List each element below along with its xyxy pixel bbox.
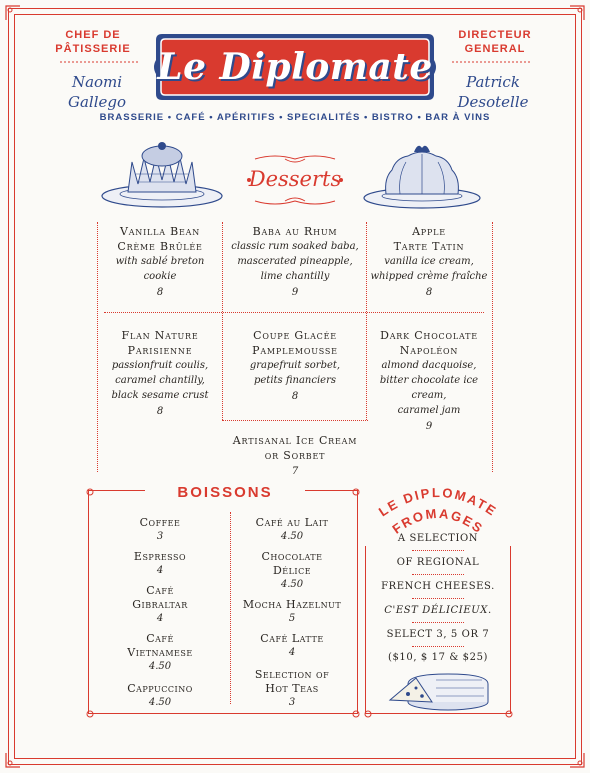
divider xyxy=(104,312,484,313)
boissons-title: BOISSONS xyxy=(145,484,305,501)
drink-item xyxy=(110,550,210,577)
drink-name: Vietnamese xyxy=(127,646,193,659)
drink-price: 4 xyxy=(156,565,164,576)
fromages-title-line: LE DIPLOMATE xyxy=(375,484,501,520)
desserts-title: Desserts xyxy=(248,167,342,191)
fromages-title-line: FROMAGES xyxy=(389,505,487,537)
drink-name: Gibraltar xyxy=(132,598,188,611)
drink-name: Coffee xyxy=(139,516,181,529)
fromages-text: ($10, $ 17 & $25) xyxy=(387,652,489,663)
drink-item xyxy=(110,682,210,709)
desserts-heading xyxy=(235,153,355,209)
fromages-text: C'EST DÉLICIEUX. xyxy=(384,605,492,616)
drink-price: 4.50 xyxy=(148,697,172,708)
drink-name: Café Latte xyxy=(260,632,324,645)
divider xyxy=(412,598,464,599)
tagline: BRASSERIE • CAFÉ • APÉRITIFS • SPECIALITÉS • BISTRO • BAR À VINS xyxy=(99,112,491,123)
divider xyxy=(412,574,464,575)
left-role-line: CHEF DE xyxy=(65,29,121,41)
dessert-item xyxy=(368,328,490,435)
corner-ornament-icon xyxy=(4,4,22,22)
corner-ornament-icon xyxy=(84,708,96,720)
corner-ornament-icon xyxy=(503,708,515,720)
corner-ornament-icon xyxy=(4,751,22,769)
drink-item xyxy=(110,516,210,543)
dessert-description: vanilla ice cream, xyxy=(384,256,474,267)
drink-item xyxy=(236,550,348,591)
right-name xyxy=(448,72,538,112)
dessert-name: Crème Brûlée xyxy=(117,240,203,253)
corner-ornament-icon xyxy=(568,751,586,769)
dessert-description: caramel jam xyxy=(397,405,461,416)
right-role-line: DIRECTEUR xyxy=(458,29,532,41)
dessert-item xyxy=(368,224,490,301)
dessert-item xyxy=(100,328,220,420)
drink-name: Mocha Hazelnut xyxy=(242,598,342,611)
dessert-name: Coupe Glacée xyxy=(253,329,337,342)
drink-name: Délice xyxy=(272,564,312,577)
dessert-description: whipped crème fraîche xyxy=(370,271,488,282)
drink-name: Cappuccino xyxy=(127,682,193,695)
fromages-text: FRENCH CHEESES. xyxy=(381,581,495,592)
fromages-text: A SELECTION xyxy=(397,533,479,544)
drink-item xyxy=(236,668,348,709)
divider xyxy=(222,420,368,421)
left-name-line: Naomi xyxy=(71,73,123,91)
dessert-item xyxy=(214,433,376,480)
fromages-text: SELECT 3, 5 OR 7 xyxy=(386,629,490,640)
drink-item xyxy=(236,516,348,543)
jelly-mold-illustration xyxy=(362,140,482,212)
divider xyxy=(412,646,464,647)
dessert-description: classic rum soaked baba, xyxy=(231,241,359,252)
divider xyxy=(222,222,223,420)
dessert-price: 9 xyxy=(291,287,299,298)
drink-price: 5 xyxy=(288,613,296,624)
drink-name: Café xyxy=(146,632,174,645)
dessert-name: or Sorbet xyxy=(264,449,326,462)
dessert-name: Tarte Tatin xyxy=(393,240,465,253)
logo-text: Le Diplomate xyxy=(157,46,433,88)
dessert-name: Vanilla Bean xyxy=(119,225,201,238)
drink-price: 4.50 xyxy=(148,661,172,672)
divider xyxy=(412,622,464,623)
dessert-price: 8 xyxy=(156,406,164,417)
brioche-plate-illustration xyxy=(100,140,225,212)
right-role xyxy=(445,28,545,56)
drink-price: 4.50 xyxy=(280,531,304,542)
cheese-wheel-illustration xyxy=(386,668,492,712)
drink-price: 4 xyxy=(156,613,164,624)
divider-ornament-icon xyxy=(60,58,140,66)
drink-item xyxy=(110,632,210,673)
dessert-description: with sablé breton xyxy=(115,256,205,267)
dessert-description: lime chantilly xyxy=(260,271,330,282)
right-role-line: GENERAL xyxy=(464,43,526,55)
dessert-item xyxy=(224,328,366,405)
drink-name: Espresso xyxy=(133,550,187,563)
dessert-description: mascerated pineapple, xyxy=(237,256,353,267)
divider xyxy=(97,222,98,472)
dessert-name: Dark Chocolate xyxy=(380,329,478,342)
left-role xyxy=(48,28,138,56)
dessert-name: Napoléon xyxy=(399,344,459,357)
drink-price: 3 xyxy=(156,531,164,542)
dessert-price: 8 xyxy=(425,287,433,298)
dessert-description: grapefruit sorbet, xyxy=(249,360,341,371)
divider xyxy=(412,550,464,551)
dessert-price: 7 xyxy=(291,466,299,477)
dessert-name: Pamplemousse xyxy=(252,344,338,357)
drink-name: Chocolate xyxy=(261,550,323,563)
dessert-price: 8 xyxy=(156,287,164,298)
left-name-line: Gallego xyxy=(67,93,127,111)
drink-name: Selection of xyxy=(254,668,330,681)
drink-name: Café xyxy=(146,584,174,597)
drink-item xyxy=(236,632,348,659)
drink-price: 4 xyxy=(288,647,296,658)
dessert-price: 9 xyxy=(425,421,433,432)
drink-item xyxy=(236,598,348,625)
right-name-line: Patrick xyxy=(466,73,520,91)
dessert-name: Parisienne xyxy=(127,344,193,357)
fromages-text: OF REGIONAL xyxy=(396,557,480,568)
left-name xyxy=(62,72,132,112)
drink-price: 4.50 xyxy=(280,579,304,590)
corner-ornament-icon xyxy=(362,708,374,720)
drink-item xyxy=(110,584,210,625)
divider xyxy=(366,222,367,420)
dessert-name: Apple xyxy=(412,225,446,238)
drink-name: Hot Teas xyxy=(265,682,319,695)
dessert-description: bitter chocolate ice cream, xyxy=(379,375,479,401)
dessert-name: Artisanal Ice Cream xyxy=(232,434,358,447)
divider-ornament-icon xyxy=(452,58,532,66)
drink-price: 3 xyxy=(288,697,296,708)
dessert-description: cookie xyxy=(143,271,177,282)
dessert-description: caramel chantilly, xyxy=(115,375,205,386)
dessert-description: passionfruit coulis, xyxy=(111,360,209,371)
dessert-name: Flan Nature xyxy=(121,329,199,342)
corner-ornament-icon xyxy=(568,4,586,22)
dessert-description: black sesame crust xyxy=(111,390,209,401)
dessert-description: petits financiers xyxy=(253,375,336,386)
left-role-line: PÂTISSERIE xyxy=(55,43,131,55)
dessert-price: 8 xyxy=(291,391,299,402)
corner-ornament-icon xyxy=(84,486,96,498)
logo xyxy=(152,30,438,104)
dessert-name: Baba au Rhum xyxy=(252,225,338,238)
right-name-line: Desotelle xyxy=(457,93,529,111)
divider xyxy=(492,222,493,472)
divider xyxy=(230,512,231,704)
drink-name: Café au Lait xyxy=(255,516,329,529)
corner-ornament-icon xyxy=(350,486,362,498)
dessert-description: almond dacquoise, xyxy=(381,360,477,371)
dessert-item xyxy=(100,224,220,301)
dessert-item xyxy=(224,224,366,301)
corner-ornament-icon xyxy=(350,708,362,720)
